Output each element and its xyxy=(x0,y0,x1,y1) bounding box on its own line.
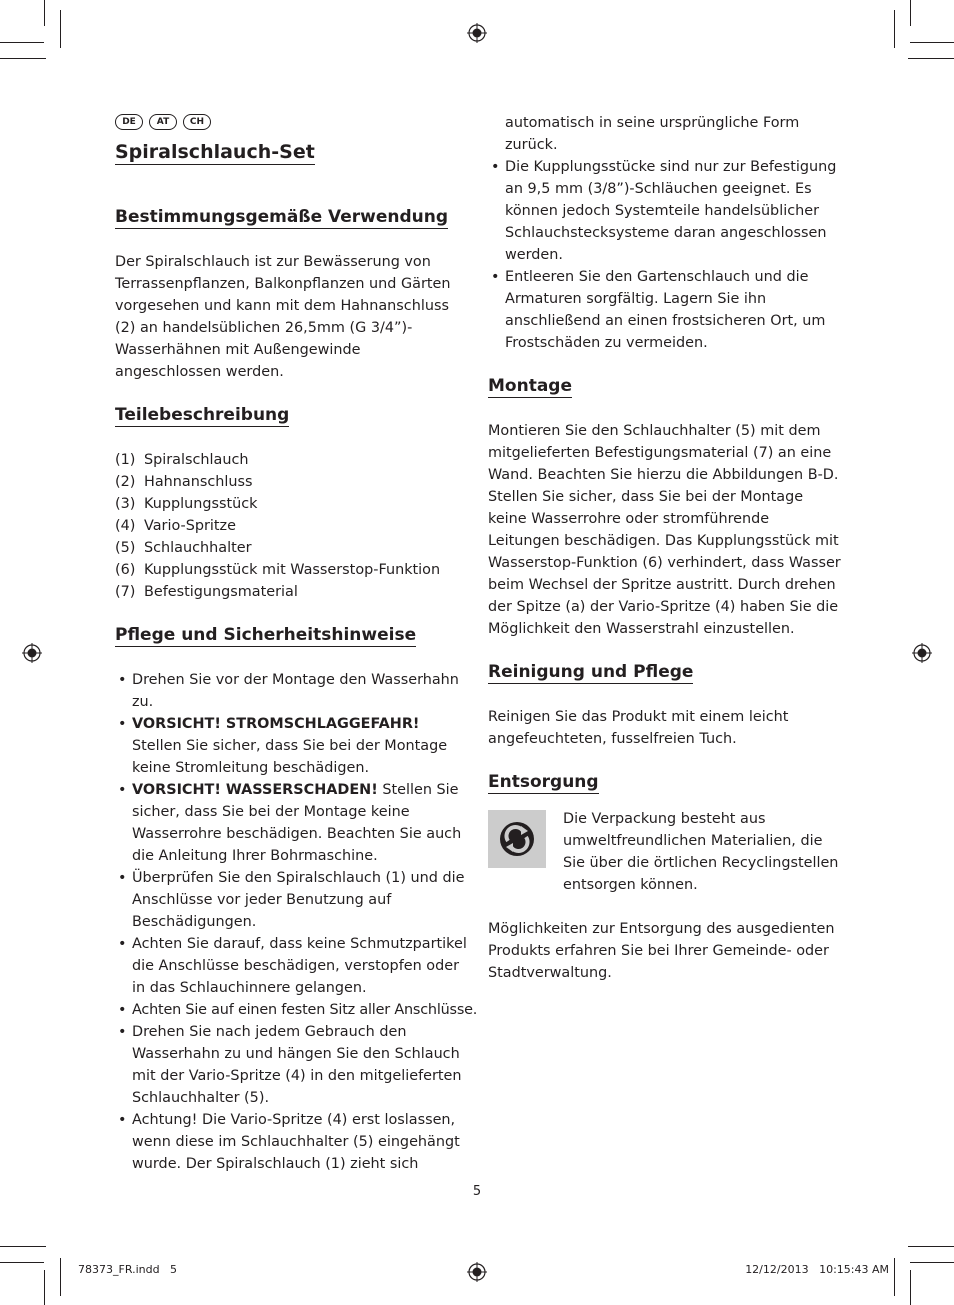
country-badges xyxy=(115,114,467,130)
part-number: (5) xyxy=(115,540,136,556)
crop-mark xyxy=(0,1246,46,1247)
disposal-packaging-text: Die Verpackung besteht aus umweltfreundlichen Materialien, die Sie über die örtlichen Recyclingstellen entsorgen können. xyxy=(563,811,839,893)
crop-mark xyxy=(894,1258,895,1296)
part-number: (6) xyxy=(115,562,136,578)
part-label: Befestigungsmaterial xyxy=(144,584,298,600)
section-heading-cleaning: Reinigung und Pflege xyxy=(488,662,694,682)
part-number: (4) xyxy=(115,518,136,534)
part-label: Spiralschlauch xyxy=(144,452,249,468)
crop-mark xyxy=(910,1262,954,1263)
cleaning-text: Reinigen Sie das Produkt mit einem leicht angefeuchteten, fusselfreien Tuch. xyxy=(488,709,789,747)
part-label: Kupplungsstück mit Wasserstop-Funktion xyxy=(144,562,441,578)
safety-item-text: Die Kupplungsstücke sind nur zur Befestigung an 9,5 mm (3/8”)-Schläuchen geeignet. Es können jedoch Systemteile handelsüblicher Schlauchstecksysteme daran angeschlossen werden. xyxy=(505,159,837,263)
safety-item-text: Achten Sie auf einen festen Sitz aller Anschlüsse. xyxy=(132,1002,478,1018)
safety-item-text: Entleeren Sie den Gartenschlauch und die Armaturen sorgfältig. Lagern Sie ihn anschließend an einen frostsicheren Ort, um Frostschäden zu vermeiden. xyxy=(505,269,826,351)
registration-mark-icon xyxy=(912,643,932,663)
safety-item-text: Achtung! Die Vario-Spritze (4) erst loslassen, wenn diese im Schlauchhalter (5) eingehängt wurde. Der Spiralschlauch (1) zieht sich xyxy=(132,1112,460,1172)
crop-mark xyxy=(910,1270,911,1305)
crop-mark xyxy=(910,42,954,43)
right-column xyxy=(488,112,844,984)
safety-list-item xyxy=(115,779,467,867)
safety-item-text: Stellen Sie sicher, dass Sie bei der Montage keine Stromleitung beschädigen. xyxy=(132,738,448,776)
section-heading-disposal: Entsorgung xyxy=(488,772,599,792)
safety-item-text: Achten Sie darauf, dass keine Schmutzpartikel die Anschlüsse beschädigen, verstopfen oder in das Schlauchinnere gelangen. xyxy=(132,936,467,996)
country-badge-ch: CH xyxy=(183,114,211,130)
part-label: Hahnanschluss xyxy=(144,474,253,490)
section-heading-intended-use: Bestimmungsgemäße Verwendung xyxy=(115,207,449,227)
safety-list-item xyxy=(488,156,844,266)
safety-list-continued xyxy=(488,156,844,354)
registration-mark-icon xyxy=(22,643,42,663)
safety-list-item xyxy=(115,669,467,713)
section-heading-assembly: Montage xyxy=(488,376,572,396)
crop-mark xyxy=(908,1246,954,1247)
safety-item-text: Drehen Sie nach jedem Gebrauch den Wasserhahn zu und hängen Sie den Schlauch mit der Vario-Spritze (4) in den mitgelieferten Schlauchhalter (5). xyxy=(132,1024,462,1106)
crop-mark xyxy=(44,0,45,26)
page-title: Spiralschlauch-Set xyxy=(115,141,315,163)
safety-continuation-text: automatisch in seine ursprüngliche Form zurück. xyxy=(505,115,800,153)
parts-list-item xyxy=(115,493,467,515)
safety-list-item xyxy=(115,1021,467,1109)
safety-list-item xyxy=(115,1109,467,1175)
disposal-packaging-row xyxy=(488,808,844,896)
crop-mark xyxy=(0,42,44,43)
part-number: (3) xyxy=(115,496,136,512)
parts-list-item xyxy=(115,559,467,581)
crop-mark xyxy=(60,1258,61,1296)
crop-mark xyxy=(894,10,895,48)
parts-list-item xyxy=(115,515,467,537)
parts-list-item xyxy=(115,537,467,559)
crop-mark xyxy=(0,1262,44,1263)
part-number: (2) xyxy=(115,474,136,490)
registration-mark-icon xyxy=(467,1262,487,1282)
part-number: (7) xyxy=(115,584,136,600)
footer-file-name: 78373_FR.indd 5 xyxy=(78,1263,178,1276)
page-number: 5 xyxy=(472,1184,482,1199)
safety-list-item xyxy=(488,266,844,354)
footer-timestamp: 12/12/2013 10:15:43 AM xyxy=(745,1263,889,1276)
parts-list-item xyxy=(115,449,467,471)
parts-list xyxy=(115,449,467,603)
assembly-text: Montieren Sie den Schlauchhalter (5) mit dem mitgelieferten Befestigungsmaterial (7) an eine Wand. Beachten Sie hierzu die Abbildungen B-D. Stellen Sie sicher, dass Sie bei der Montage keine Wasserrohre oder stromführende Leitungen beschädigen. Das Kupplungsstück mit Wasserstop-Funktion (6) verhindert, dass Wasser beim Wechsel der Spritze austritt. Durch drehen der Spitze (a) der Vario-Spritze (4) haben Sie die Möglichkeit den Wasserstrahl einzustellen. xyxy=(488,423,841,637)
parts-list-item xyxy=(115,581,467,603)
left-column xyxy=(115,110,478,1175)
part-label: Vario-Spritze xyxy=(144,518,236,534)
parts-list-item xyxy=(115,471,467,493)
safety-item-text: Drehen Sie vor der Montage den Wasserhahn zu. xyxy=(132,672,459,710)
registration-mark-icon xyxy=(467,23,487,43)
section-heading-parts: Teilebeschreibung xyxy=(115,405,290,425)
part-label: Schlauchhalter xyxy=(144,540,252,556)
part-number: (1) xyxy=(115,452,136,468)
warning-label: VORSICHT! STROMSCHLAGGEFAHR! xyxy=(132,716,420,732)
section-heading-care-safety: Pflege und Sicherheitshinweise xyxy=(115,625,417,645)
intended-use-text: Der Spiralschlauch ist zur Bewässerung von Terrassenpflanzen, Balkonpflanzen und Gärten vorgesehen und kann mit dem Hahnanschluss (2) an handelsüblichen 26,5mm (G 3/4”)-Wasserhähnen mit Außengewinde angeschlossen werden. xyxy=(115,254,451,380)
safety-list xyxy=(115,669,478,1175)
disposal-product-text: Möglichkeiten zur Entsorgung des ausgedienten Produkts erfahren Sie bei Ihrer Gemeinde- oder Stadtverwaltung. xyxy=(488,921,835,981)
part-label: Kupplungsstück xyxy=(144,496,258,512)
crop-mark xyxy=(910,0,911,26)
safety-list-item xyxy=(115,999,478,1021)
safety-list-item xyxy=(115,867,467,933)
safety-list-item xyxy=(115,933,467,999)
crop-mark xyxy=(908,58,954,59)
recycling-green-dot-icon xyxy=(488,810,546,868)
crop-mark xyxy=(60,10,61,48)
safety-item-text: Überprüfen Sie den Spiralschlauch (1) und die Anschlüsse vor jeder Benutzung auf Beschädigungen. xyxy=(132,870,465,930)
warning-label: VORSICHT! WASSERSCHADEN! xyxy=(132,782,378,798)
country-badge-at: AT xyxy=(149,114,177,130)
crop-mark xyxy=(44,1270,45,1305)
safety-list-item xyxy=(115,713,467,779)
country-badge-de: DE xyxy=(115,114,143,130)
crop-mark xyxy=(0,58,46,59)
safety-item-text: Stellen Sie sicher, dass Sie bei der Montage keine Wasserrohre beschädigen. Beachten Sie auch die Anleitung Ihrer Bohrmaschine. xyxy=(132,782,462,864)
